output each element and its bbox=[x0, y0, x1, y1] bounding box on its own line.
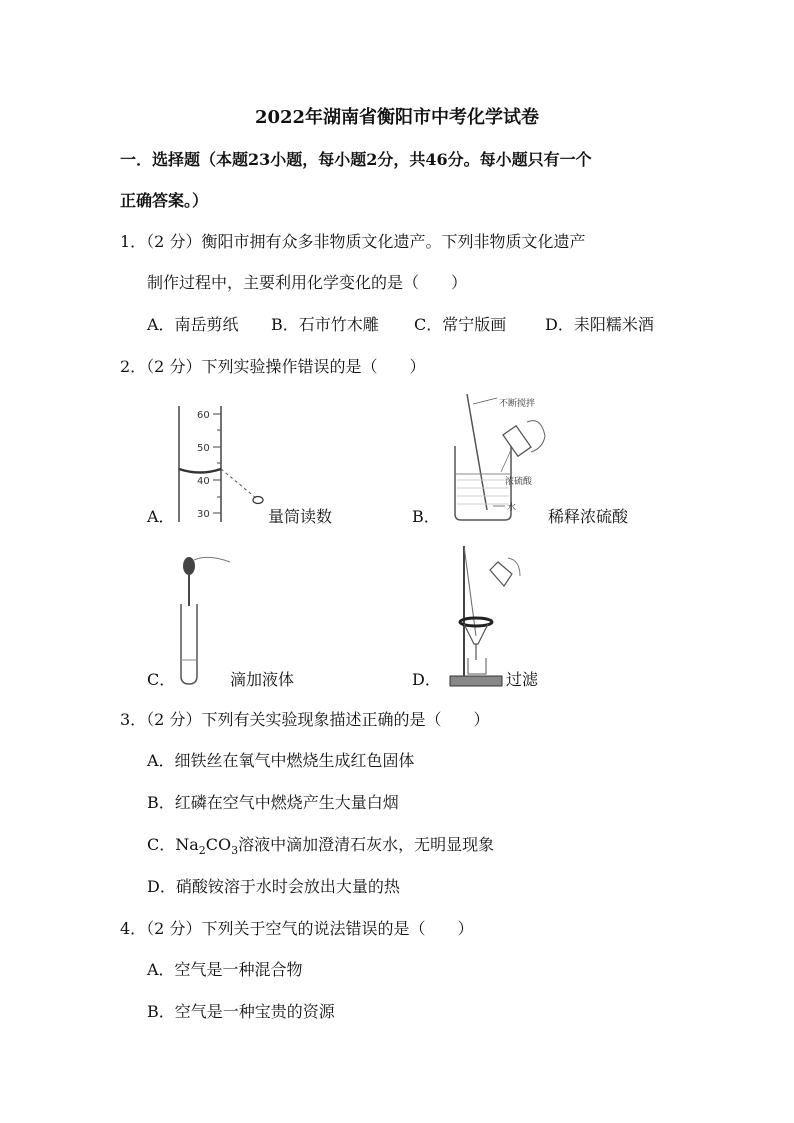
q2-option-c-letter: C． bbox=[147, 670, 176, 689]
hand-icon bbox=[194, 557, 230, 562]
section-heading-line1: 一．选择题（本题23小题，每小题2分，共46分。每小题只有一个 bbox=[120, 150, 592, 169]
q2-stem: 2．（2 分）下列实验操作错误的是（ ） bbox=[120, 357, 426, 376]
q3-option-b: B．红磷在空气中燃烧产生大量白烟 bbox=[147, 793, 399, 812]
label-water: 水 bbox=[507, 503, 517, 513]
tick-40: 40 bbox=[197, 476, 210, 487]
q3-option-d: D．硝酸铵溶于水时会放出大量的热 bbox=[147, 877, 400, 896]
tick-30: 30 bbox=[197, 509, 210, 520]
graduated-cylinder-figure bbox=[170, 400, 270, 526]
q4-option-a: A．空气是一种混合物 bbox=[147, 960, 303, 979]
label-stirring: 不断搅拌 bbox=[499, 399, 536, 409]
hand-icon bbox=[508, 558, 520, 576]
q2-option-a-letter: A． bbox=[147, 507, 175, 526]
tick-50: 50 bbox=[197, 443, 210, 454]
q1-stem-line2: 制作过程中，主要利用化学变化的是（ ） bbox=[147, 273, 468, 292]
q2-option-b-caption: 稀释浓硫酸 bbox=[548, 507, 629, 526]
dilution-figure bbox=[443, 392, 555, 524]
q2-option-b-letter: B． bbox=[412, 507, 440, 526]
page-title: 2022年湖南省衡阳市中考化学试卷 bbox=[254, 107, 540, 128]
tick-60: 60 bbox=[197, 410, 210, 421]
q1-stem-line1: 1．（2 分）衡阳市拥有众多非物质文化遗产。下列非物质文化遗产 bbox=[120, 232, 586, 251]
label-conc-acid: 浓硫酸 bbox=[505, 477, 533, 487]
subscript-3: 3 bbox=[231, 844, 239, 858]
eye-icon bbox=[253, 497, 263, 504]
q1-option-c: C．常宁版画 bbox=[414, 315, 507, 334]
q3-option-c-formula: CO bbox=[205, 835, 232, 854]
q2-option-d-caption: 过滤 bbox=[506, 670, 539, 689]
q1-option-a: A．南岳剪纸 bbox=[147, 315, 239, 334]
q1-option-b: B．石市竹木雕 bbox=[271, 315, 379, 334]
q3-option-a: A．细铁丝在氧气中燃烧生成红色固体 bbox=[147, 751, 415, 770]
q2-option-d-letter: D． bbox=[412, 670, 441, 689]
q1-option-d: D．耒阳糯米酒 bbox=[545, 315, 654, 334]
q4-stem: 4．（2 分）下列关于空气的说法错误的是（ ） bbox=[120, 919, 474, 938]
subscript-2: 2 bbox=[198, 844, 206, 858]
q2-option-a-caption: 量筒读数 bbox=[268, 507, 333, 526]
q2-option-c-caption: 滴加液体 bbox=[230, 670, 295, 689]
q3-option-c-prefix: C．Na bbox=[147, 835, 199, 854]
q3-option-c-rest: 溶液中滴加澄清石灰水，无明显现象 bbox=[238, 835, 495, 854]
q4-option-b: B．空气是一种宝贵的资源 bbox=[147, 1002, 335, 1021]
q3-option-c bbox=[147, 834, 494, 862]
section-heading-line2: 正确答案。） bbox=[120, 191, 209, 210]
q3-stem: 3．（2 分）下列有关实验现象描述正确的是（ ） bbox=[120, 710, 490, 729]
